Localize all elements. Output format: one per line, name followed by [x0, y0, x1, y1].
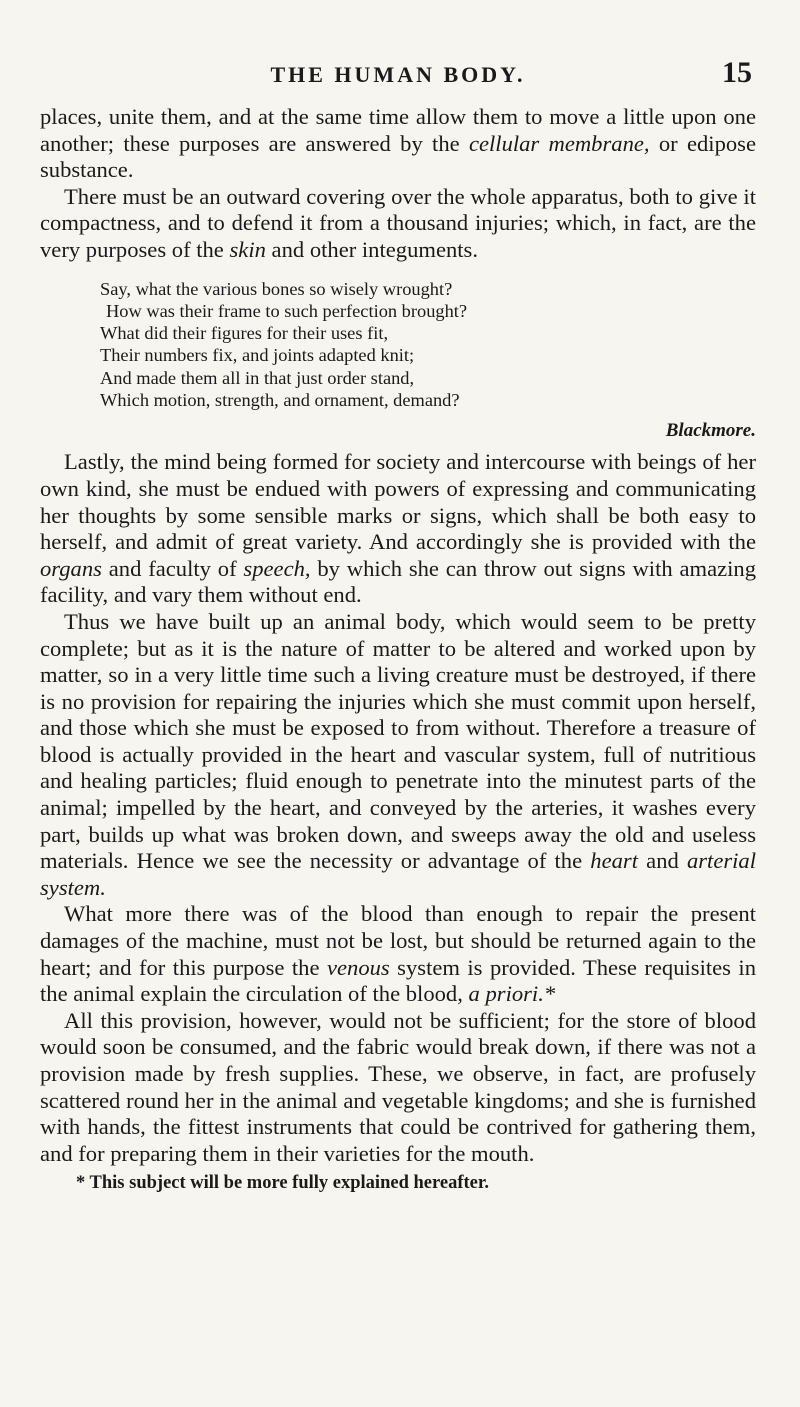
- page-number: 15: [722, 56, 752, 89]
- verse-line: What did their figures for their uses fit,: [100, 323, 389, 344]
- verse-line: And made them all in that just order stand,: [100, 367, 415, 388]
- verse-line: How was their frame to such perfection brought?: [106, 300, 468, 321]
- footnote: * This subject will be more fully explained hereafter.: [76, 1173, 489, 1194]
- paragraph-provision: All this provision, however, would not be sufficient; for the store of blood would soon be consumed, and the fabric would break down, if there was not a provision made by fresh supplies. These, we observe, in fact, are profusely scattered round her in the animal and vegetable kingdoms; and she is furnished with hands, the fittest instruments that could be contrived for gathering them, and for preparing them in their varieties for the mouth.: [40, 1007, 756, 1166]
- verse-attribution: Blackmore.: [665, 420, 756, 442]
- page-body: [40, 104, 756, 1195]
- paragraph-skin: There must be an outward covering over the whole apparatus, both to give it compactness, and to defend it from a thousand injuries; which, in fact, are the very purposes of the skin and other integuments.: [40, 183, 756, 262]
- verse-line: Which motion, strength, and ornament, demand?: [100, 390, 460, 411]
- verse-line: Their numbers fix, and joints adapted knit;: [100, 345, 415, 366]
- running-title: THE HUMAN BODY.: [270, 62, 526, 87]
- paragraph-venous-system: What more there was of the blood than enough to repair the present damages of the machine, must not be lost, but should be returned again to the heart; and for this purpose the venous system is provided. These requisites in the animal explain the circulation of the blood, a priori.*: [40, 901, 756, 1007]
- running-head: [40, 56, 756, 92]
- verse-line: Say, what the various bones so wisely wrought?: [100, 278, 453, 299]
- paragraph-blood-heart: Thus we have built up an animal body, which would seem to be pretty complete; but as it is the nature of matter to be altered and worked upon by matter, so in a very little time such a living creature must be destroyed, if there is no provision for repairing the injuries which she must commit upon herself, and those which she must be exposed to from without. Therefore a treasure of blood is actually provided in the heart and vascular system, full of nutritious and healing particles; fluid enough to penetrate into the minutest parts of the animal; impelled by the heart, and conveyed by the arteries, it washes every part, builds up what was broken down, and sweeps away the old and useless materials. Hence we see the necessity or advantage of the heart and arterial system.: [40, 608, 757, 900]
- verse-quotation: [100, 278, 756, 412]
- paragraph-speech: Lastly, the mind being formed for society and intercourse with beings of her own kind, she must be endued with powers of expressing and communicating her thoughts by some sensible marks or signs, which shall be both easy to herself, and admit of great variety. And accordingly she is provided with the organs and faculty of speech, by which she can throw out signs with amazing facility, and vary them without end.: [40, 449, 757, 608]
- paragraph-cellular-membrane: places, unite them, and at the same time allow them to move a little upon one another; these purposes are answered by the cellular membrane, or edipose substance.: [40, 104, 756, 183]
